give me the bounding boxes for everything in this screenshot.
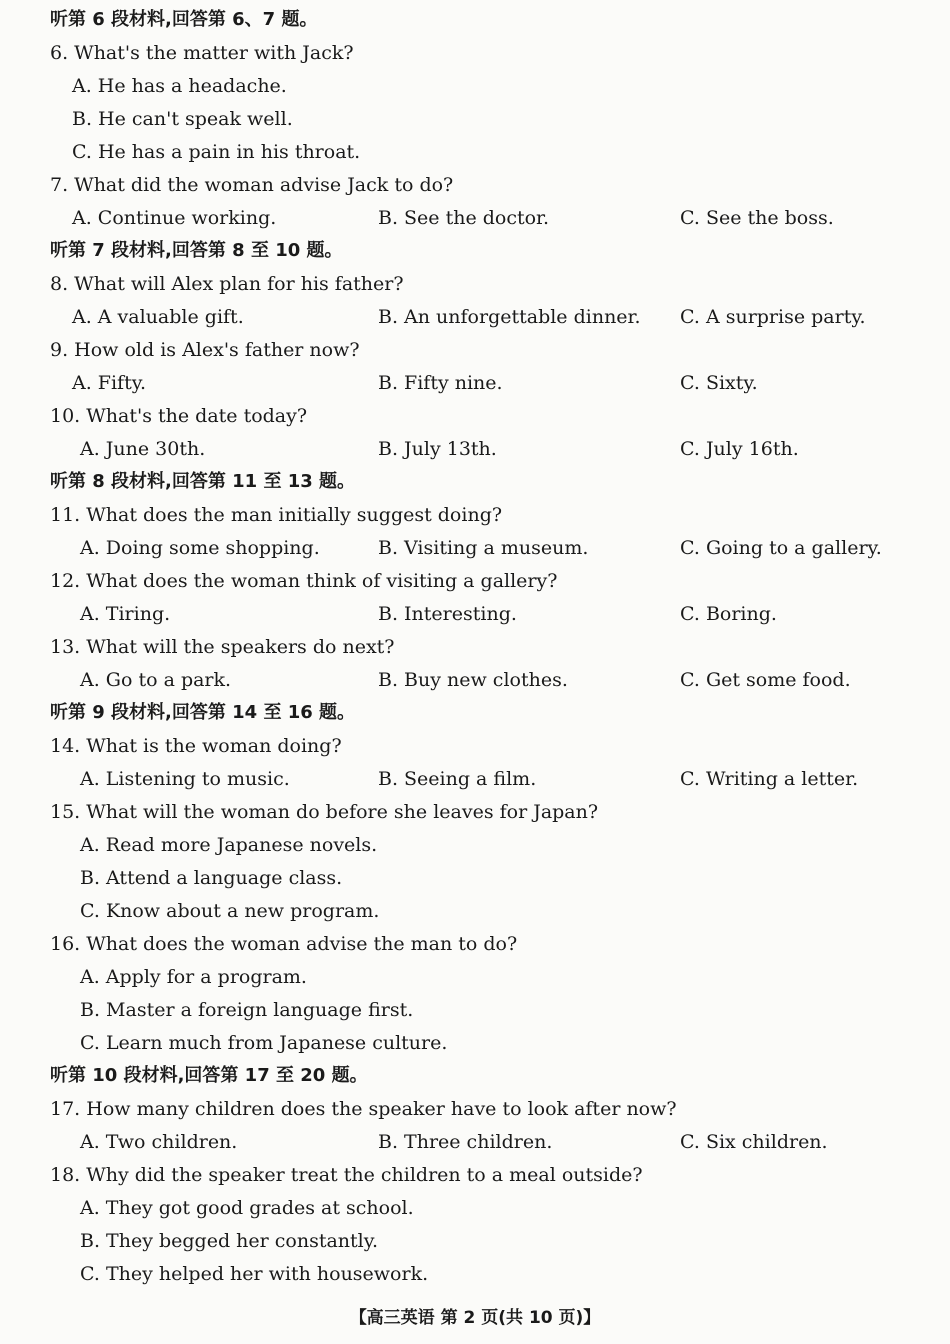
option-c: C. Writing a letter. — [680, 768, 859, 790]
option-a: A. Continue working. — [72, 207, 277, 229]
question-14: 14. What is the woman doing? — [50, 735, 342, 757]
option-c: C. July 16th. — [680, 438, 799, 460]
option-b: B. Fifty nine. — [378, 372, 503, 394]
page-footer: 【高三英语 第 2 页(共 10 页)】 — [349, 1308, 601, 1328]
option-c: C. A surprise party. — [680, 306, 866, 328]
option-a: A. Listening to music. — [80, 768, 290, 790]
option-a: A. June 30th. — [80, 438, 206, 460]
option-b: B. Buy new clothes. — [378, 669, 568, 691]
option-b: B. An unforgettable dinner. — [378, 306, 641, 328]
option-c: C. Going to a gallery. — [680, 537, 882, 559]
option-b: B. Interesting. — [378, 603, 517, 625]
option-a: A. Tiring. — [80, 603, 171, 625]
question-6: 6. What's the matter with Jack? — [50, 42, 354, 64]
option-c: C. Six children. — [680, 1131, 828, 1153]
option-a: A. A valuable gift. — [72, 306, 244, 328]
option-c: C. He has a pain in his throat. — [72, 141, 361, 163]
section-heading: 听第 8 段材料,回答第 11 至 13 题。 — [50, 471, 356, 492]
option-a: A. They got good grades at school. — [80, 1197, 414, 1219]
option-a: A. Fifty. — [72, 372, 146, 394]
option-a: A. He has a headache. — [72, 75, 287, 97]
question-18: 18. Why did the speaker treat the children to a meal outside? — [50, 1164, 643, 1186]
question-8: 8. What will Alex plan for his father? — [50, 273, 404, 295]
option-c: C. They helped her with housework. — [80, 1263, 429, 1285]
option-b: B. Three children. — [378, 1131, 553, 1153]
option-a: A. Doing some shopping. — [80, 537, 320, 559]
question-13: 13. What will the speakers do next? — [50, 636, 395, 658]
question-10: 10. What's the date today? — [50, 405, 308, 427]
option-b: B. They begged her constantly. — [80, 1230, 378, 1252]
option-b: B. Visiting a museum. — [378, 537, 589, 559]
question-16: 16. What does the woman advise the man to do? — [50, 933, 518, 955]
option-b: B. Master a foreign language first. — [80, 999, 414, 1021]
option-a: A. Read more Japanese novels. — [80, 834, 378, 856]
option-c: C. Get some food. — [680, 669, 851, 691]
option-c: C. Know about a new program. — [80, 900, 380, 922]
section-heading: 听第 10 段材料,回答第 17 至 20 题。 — [50, 1065, 368, 1086]
option-b: B. July 13th. — [378, 438, 497, 460]
option-c: C. Boring. — [680, 603, 777, 625]
question-15: 15. What will the woman do before she leaves for Japan? — [50, 801, 599, 823]
option-a: A. Two children. — [80, 1131, 238, 1153]
option-c: C. See the boss. — [680, 207, 834, 229]
question-17: 17. How many children does the speaker have to look after now? — [50, 1098, 677, 1120]
section-heading: 听第 9 段材料,回答第 14 至 16 题。 — [50, 702, 356, 723]
option-a: A. Go to a park. — [80, 669, 232, 691]
option-a: A. Apply for a program. — [80, 966, 307, 988]
question-11: 11. What does the man initially suggest doing? — [50, 504, 503, 526]
option-b: B. He can't speak well. — [72, 108, 293, 130]
option-c: C. Learn much from Japanese culture. — [80, 1032, 448, 1054]
section-heading: 听第 7 段材料,回答第 8 至 10 题。 — [50, 240, 343, 261]
option-b: B. Attend a language class. — [80, 867, 343, 889]
question-12: 12. What does the woman think of visiting a gallery? — [50, 570, 558, 592]
question-7: 7. What did the woman advise Jack to do? — [50, 174, 454, 196]
question-9: 9. How old is Alex's father now? — [50, 339, 360, 361]
section-heading: 听第 6 段材料,回答第 6、7 题。 — [50, 9, 318, 30]
option-b: B. Seeing a film. — [378, 768, 537, 790]
option-c: C. Sixty. — [680, 372, 758, 394]
option-b: B. See the doctor. — [378, 207, 550, 229]
